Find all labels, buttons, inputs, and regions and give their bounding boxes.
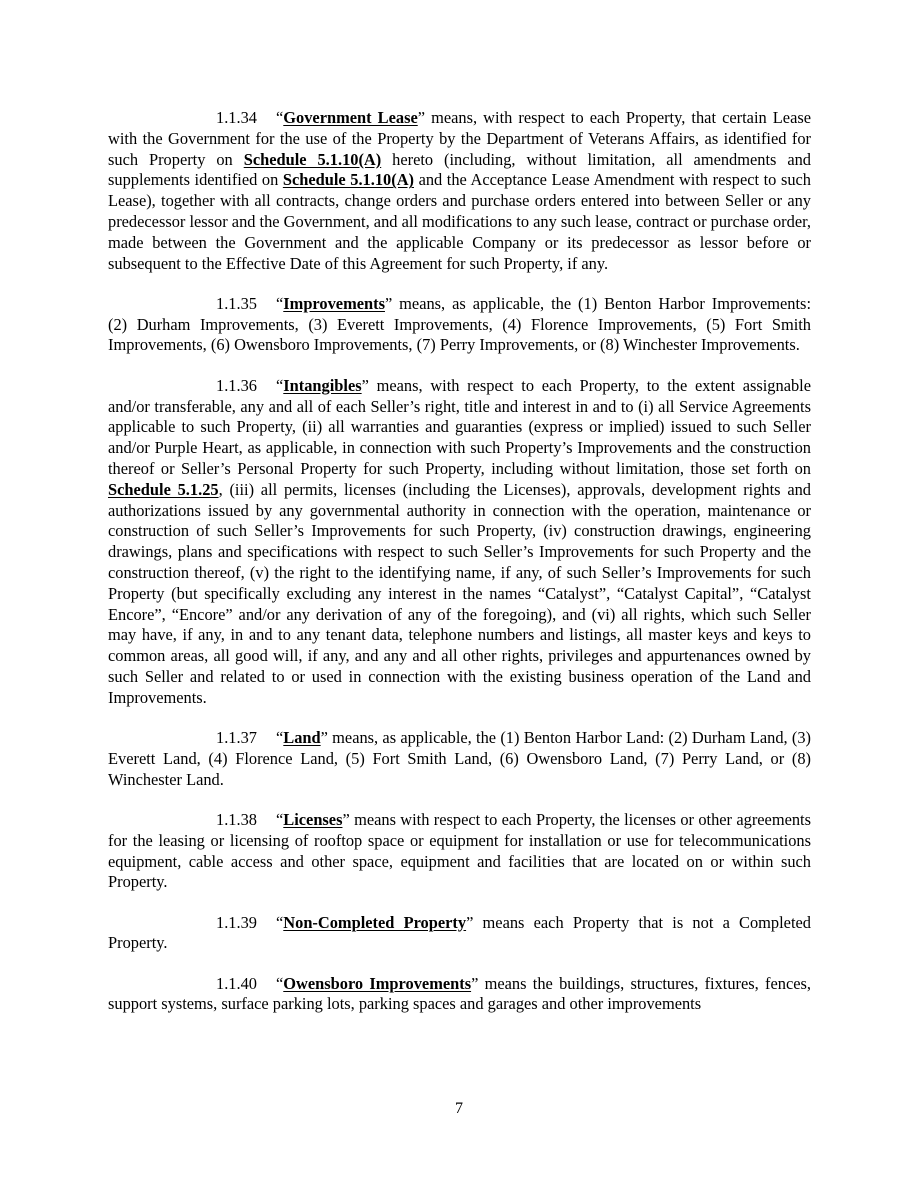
definition-text: ” means with respect to each Property, the licenses or other agreements for the leasing or licensing of rooftop space or equipment for installation or use for telecommunications equipment, cable access and other space, equipment and facilities that are located on or within such Property.	[108, 809, 811, 892]
section-number: 1.1.35	[216, 293, 257, 313]
section-number: 1.1.34	[216, 108, 257, 127]
section-number: 1.1.39	[216, 912, 257, 932]
definition-text: ” means, with respect to each Property, to the extent assignable and/or transferable, any and all of each Seller’s right, title and interest in and to (i) all Service Agreements applicable to such Property, (ii) all warranties and guaranties (express or implied) issued to such Seller and/or Purple Heart, as applicable, in connection with such Property’s Improvements and the construction thereof or Seller’s Personal Property for such Property, including without limitation, those set forth on	[108, 375, 811, 478]
section-number: 1.1.40	[216, 973, 257, 993]
section-1-1-36: 1.1.36 “Intangibles” means, with respect to each Property, to the extent assignable and/or transferable, any and all of each Seller’s right, title and interest in and to (i) all Service Agreements applicable to such Property, (ii) all warranties and guaranties (express or implied) issued to such Seller and/or Purple Heart, as applicable, in connection with such Property’s Improvements and the construction thereof or Seller’s Personal Property for such Property, including without limitation, those set forth on Schedule 5.1.25, (iii) all permits, licenses (including the Licenses), approvals, development rights and authorizations issued by any governmental authority in connection with the operation, maintenance or construction of such Seller’s Improvements for such Property, (iv) construction drawings, engineering drawings, plans and specifications with respect to such Seller’s Improvements for such Property and the construction thereof, (v) the right to the identifying name, if any, of such Seller’s Improvements for such Property (but specifically excluding any interest in the names “Catalyst”, “Catalyst Capital”, “Catalyst Encore”, “Encore” and/or any derivation of any of the foregoing), and (vi) all rights, which such Seller may have, if any, in and to any tenant data, telephone numbers and listings, all master keys and keys to common areas, all good will, if any, and any and all other rights, privileges and appurtenances owned by such Seller and related to or used in connection with the existing business operation of the Land and Improvements.	[108, 375, 811, 707]
defined-term: Intangibles	[283, 375, 362, 395]
section-1-1-35: 1.1.35 “Improvements” means, as applicable, the (1) Benton Harbor Improvements: (2) Durham Improvements, (3) Everett Improvements, (4) Florence Improvements, (5) Fort Smith Improvements, (6) Owensboro Improvements, (7) Perry Improvements, or (8) Winchester Improvements.	[108, 293, 811, 355]
section-number: 1.1.38	[216, 809, 257, 829]
section-1-1-38: 1.1.38 “Licenses” means with respect to each Property, the licenses or other agreements for the leasing or licensing of rooftop space or equipment for installation or use for telecommunications equipment, cable access and other space, equipment and facilities that are located on or within such Property.	[108, 809, 811, 892]
schedule-reference: Schedule 5.1.10(A)	[282, 170, 414, 190]
definition-text: and the Acceptance Lease Amendment with respect to such Lease), together with all contracts, change orders and purchase orders entered into between Seller or any predecessor lessor and the Government, and all modifications to any such lease, contract or purchase order, made between the Government and the applicable Company or its predecessor as lessor before or subsequent to the Effective Date of this Agreement for such Property, if any.	[108, 170, 811, 273]
page-number: 7	[455, 1100, 463, 1117]
document-body	[108, 108, 811, 1035]
defined-term: Licenses	[283, 809, 343, 829]
defined-term: Government Lease	[283, 108, 418, 127]
defined-term: Improvements	[283, 293, 385, 313]
section-1-1-34: 1.1.34 “Government Lease” means, with respect to each Property, that certain Lease with the Government for the use of the Property by the Department of Veterans Affairs, as identified for such Property on Schedule 5.1.10(A) hereto (including, without limitation, all amendments and supplements identified on Schedule 5.1.10(A) and the Acceptance Lease Amendment with respect to such Lease), together with all contracts, change orders and purchase orders entered into between Seller or any predecessor lessor and the Government, and all modifications to any such lease, contract or purchase order, made between the Government and the applicable Company or its predecessor as lessor before or subsequent to the Effective Date of this Agreement for such Property, if any.	[108, 108, 811, 273]
section-number: 1.1.37	[216, 728, 257, 748]
section-1-1-37: 1.1.37 “Land” means, as applicable, the (1) Benton Harbor Land: (2) Durham Land, (3) Everett Land, (4) Florence Land, (5) Fort Smith Land, (6) Owensboro Land, (7) Perry Land, or (8) Winchester Land.	[108, 728, 811, 789]
section-number: 1.1.36	[216, 375, 257, 395]
section-1-1-40: 1.1.40 “Owensboro Improvements” means the buildings, structures, fixtures, fences, support systems, surface parking lots, parking spaces and garages and other improvements	[108, 973, 811, 1014]
schedule-reference: Schedule 5.1.10(A)	[243, 149, 382, 169]
definition-text: ” means, as applicable, the (1) Benton Harbor Land: (2) Durham Land, (3) Everett Land, (4) Florence Land, (5) Fort Smith Land, (6) Owensboro Land, (7) Perry Land, or (8) Winchester Land.	[108, 728, 811, 789]
definition-text: ” means the buildings, structures, fixtures, fences, support systems, surface parking lots, parking spaces and garages and other improvements	[108, 973, 811, 1014]
schedule-reference: Schedule 5.1.25	[108, 479, 219, 499]
definition-text: ” means each Property that is not a Completed Property.	[108, 912, 811, 953]
defined-term: Owensboro Improvements	[283, 973, 472, 993]
definition-text: , (iii) all permits, licenses (including the Licenses), approvals, development rights and authorizations issued by any governmental authority in connection with the operation, maintenance or construction of such Seller’s Improvements for such Property, (iv) construction drawings, engineering drawings, plans and specifications with respect to such Seller’s Improvements for such Property and the construction thereof, (v) the right to the identifying name, if any, of such Seller’s Improvements for such Property (but specifically excluding any interest in the names “Catalyst”, “Catalyst Capital”, “Catalyst Encore”, “Encore” and/or any derivation of any of the foregoing), and (vi) all rights, which such Seller may have, if any, in and to any tenant data, telephone numbers and listings, all master keys and keys to common areas, all good will, if any, and any and all other rights, privileges and appurtenances owned by such Seller and related to or used in connection with the existing business operation of the Land and Improvements.	[108, 479, 811, 707]
section-1-1-39: 1.1.39 “Non-Completed Property” means each Property that is not a Completed Property.	[108, 912, 811, 953]
definition-text: ” means, with respect to each Property, that certain Lease with the Government for the use of the Property by the Department of Veterans Affairs, as identified for such Property on	[108, 108, 811, 169]
definition-text: ” means, as applicable, the (1) Benton Harbor Improvements: (2) Durham Improvements, (3) Everett Improvements, (4) Florence Improvements, (5) Fort Smith Improvements, (6) Owensboro Improvements, (7) Perry Improvements, or (8) Winchester Improvements.	[108, 293, 811, 355]
defined-term: Non-Completed Property	[283, 912, 467, 932]
defined-term: Land	[283, 728, 321, 748]
definition-text: hereto (including, without limitation, all amendments and supplements identified on	[108, 149, 811, 190]
